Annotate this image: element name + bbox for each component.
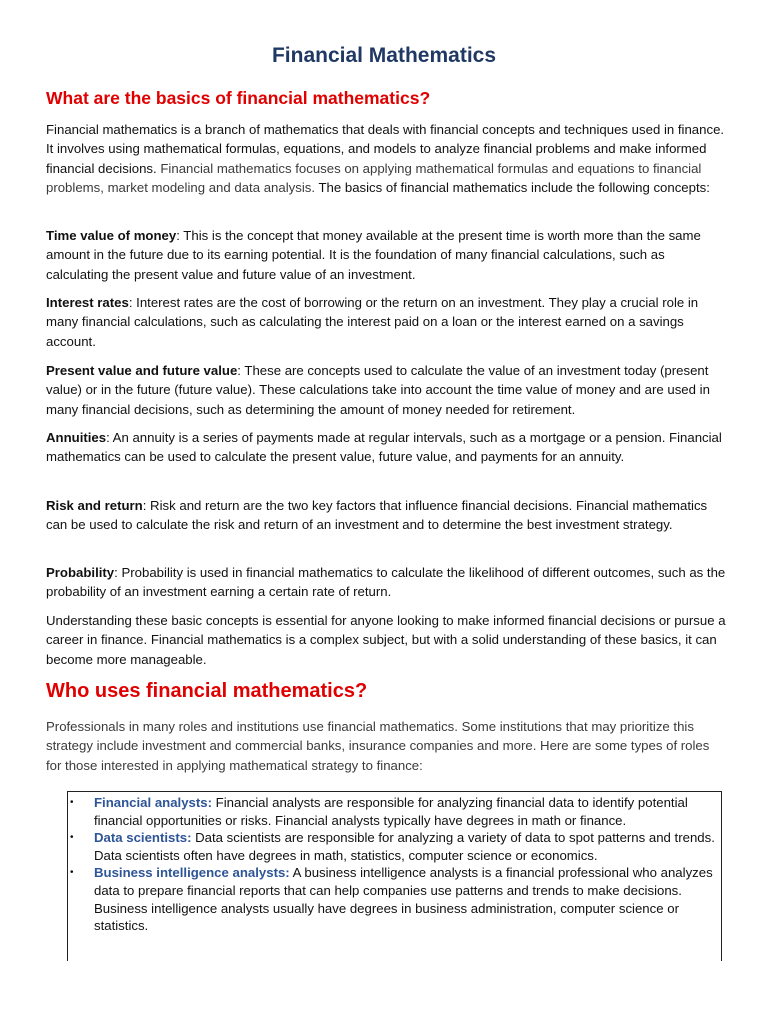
concept-term: Annuities <box>46 430 107 445</box>
concept-term: Present value and future value <box>46 363 238 378</box>
intro-text-c: The basics of financial mathematics include the following concepts: <box>318 179 710 195</box>
list-item <box>68 829 721 864</box>
roles-intro-paragraph: Professionals in many roles and institutions use financial mathematics. Some institutions that may prioritize this strategy include investment and commercial banks, insurance companies and more. Here are some types of roles for those interested in applying mathematical strategy to finance: <box>46 719 710 773</box>
role-name: Data scientists: <box>94 830 192 846</box>
role-name: Business intelligence analysts: <box>94 865 290 881</box>
list-item <box>68 794 721 829</box>
role-description: A business intelligence analysts is a financial professional who analyzes data to prepare financial reports that can help companies use patterns and trends to make decisions. Business intelligence analysts usually have degrees in business administration, computer science or statistics. <box>94 865 713 934</box>
conclusion-paragraph: Understanding these basic concepts is essential for anyone looking to make informed financial decisions or pursue a career in finance. Financial mathematics is a complex subject, but with a solid understanding of these basics, it can become more manageable. <box>46 613 726 667</box>
concept-term: Risk and return <box>46 498 143 513</box>
concept-paragraph <box>46 361 726 419</box>
concept-term: Time value of money <box>46 228 177 243</box>
intro-text-a: Financial mathematics is a branch of mathematics that deals with financial concepts and techniques used in finance. It involves using mathematical formulas, equations, and models to analyze financial problems and make informed financial decisions. <box>46 122 725 176</box>
bullet-icon: • <box>70 797 74 808</box>
concept-term: Probability <box>46 565 115 580</box>
bullet-icon: • <box>70 867 74 879</box>
concept-term: Interest rates <box>46 295 129 310</box>
role-description: Data scientists are responsible for analyzing a variety of data to spot patterns and trends. Data scientists often have degrees in math, statistics, computer science or economics. <box>94 830 715 863</box>
intro-paragraph <box>46 120 726 197</box>
concept-text: : These are concepts used to calculate the value of an investment today (present value) or in the future (future value). These calculations take into account the time value of money and are used in many financial decisions, such as determining the amount of money needed for retirement. <box>46 363 710 417</box>
document-title: Financial Mathematics <box>271 44 497 67</box>
concept-text: : Probability is used in financial mathematics to calculate the likelihood of different outcomes, such as the probability of an investment earning a certain rate of return. <box>46 565 726 600</box>
concept-paragraph <box>46 496 726 535</box>
role-name: Financial analysts: <box>94 795 212 810</box>
bullet-icon: • <box>70 832 74 844</box>
list-item <box>68 864 721 934</box>
roles-list-box <box>67 791 722 961</box>
concept-paragraph <box>46 226 726 284</box>
concept-paragraph <box>46 428 726 467</box>
section-heading-basics: What are the basics of financial mathematics? <box>46 88 431 108</box>
concept-paragraph <box>46 293 726 351</box>
concept-paragraph <box>46 563 726 602</box>
role-description: Financial analysts are responsible for analyzing financial data to identify potential financial opportunities or risks. Financial analysts typically have degrees in math or finance. <box>94 795 688 828</box>
intro-text-b: Financial mathematics focuses on applying mathematical formulas and equations to financial problems, market modeling and data analysis. <box>46 160 702 195</box>
roles-list <box>68 794 721 935</box>
concept-text: : Interest rates are the cost of borrowing or the return on an investment. They play a crucial role in many financial calculations, such as calculating the interest paid on a loan or the interest earned on a savings account. <box>46 295 699 349</box>
concept-text: : Risk and return are the two key factors that influence financial decisions. Financial mathematics can be used to calculate the risk and return of an investment and to determine the best investment strategy. <box>46 498 708 533</box>
concept-text: : This is the concept that money available at the present time is worth more than the same amount in the future due to its earning potential. It is the foundation of many financial calculations, such as calculating the present value and future value of an investment. <box>46 228 701 282</box>
concept-text: : An annuity is a series of payments made at regular intervals, such as a mortgage or a pension. Financial mathematics can be used to calculate the present value, future value, and payments for an annuity. <box>46 430 722 465</box>
section-heading-who-uses: Who uses financial mathematics? <box>46 680 368 702</box>
